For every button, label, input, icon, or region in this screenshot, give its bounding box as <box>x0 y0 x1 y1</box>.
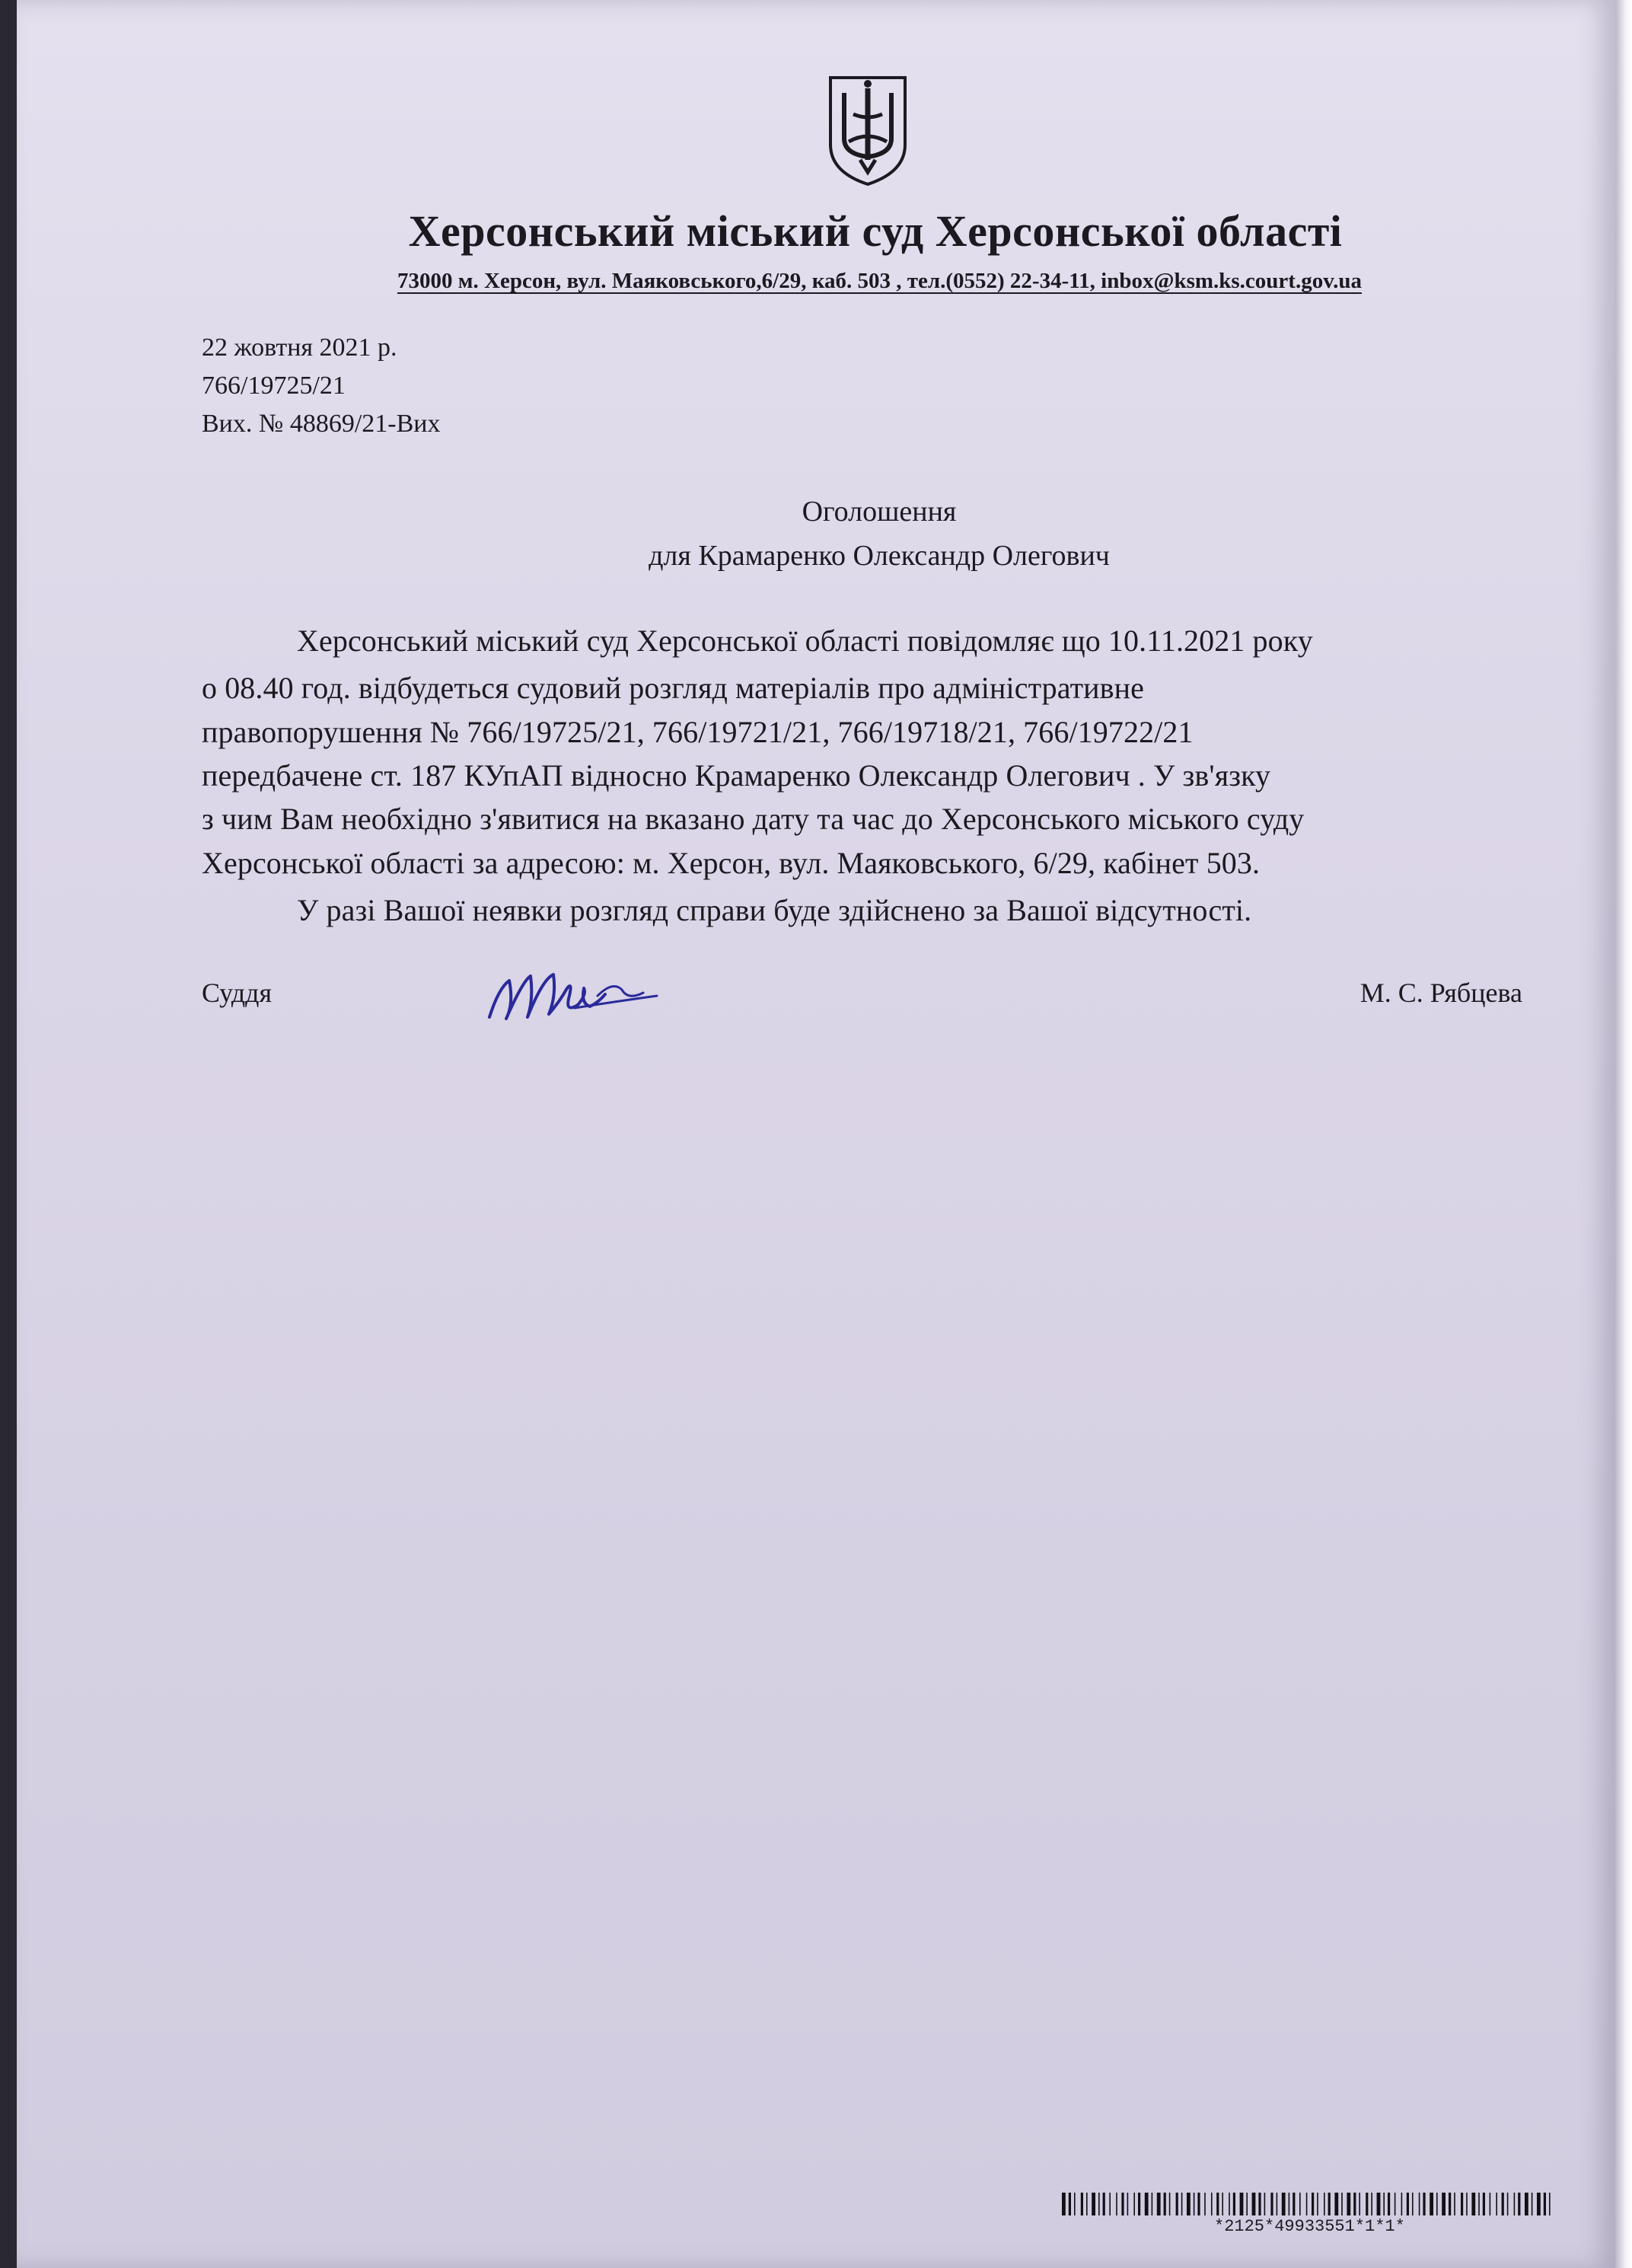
court-address: 73000 м. Херсон, вул. Маяковського,6/29, каб. 503 , тел.(0552) 22-34-11, inbox@ksm.ks.court.gov.ua <box>397 269 1362 293</box>
barcode-icon <box>1062 2193 1557 2215</box>
barcode-bar <box>1109 2193 1111 2215</box>
barcode-bar <box>1181 2193 1183 2215</box>
barcode-bar <box>1419 2193 1420 2215</box>
barcode-bar <box>1293 2193 1295 2215</box>
signatory-name: М. С. Рябцева <box>1359 978 1522 1008</box>
barcode-bar <box>1483 2193 1485 2215</box>
barcode-bar <box>1371 2193 1372 2215</box>
notice-body-line: Херсонський міський суд Херсонської області повідомляє що 10.11.2021 року <box>297 624 1313 658</box>
barcode-bar <box>1366 2193 1368 2215</box>
barcode-bar <box>1074 2193 1076 2215</box>
barcode-bar <box>1098 2193 1100 2215</box>
barcode-bar <box>1176 2193 1178 2215</box>
barcode-bar <box>1347 2193 1350 2215</box>
barcode-bar <box>1121 2193 1124 2215</box>
barcode-bar <box>1127 2193 1129 2215</box>
notice-body-line: з чим Вам необхідно з'явитися на вказано дату та час до Херсонського міського суду <box>202 802 1305 836</box>
barcode-bar <box>1525 2193 1528 2215</box>
barcode-bar <box>1145 2193 1149 2215</box>
barcode-bar <box>1537 2193 1541 2215</box>
notice-body-line: Херсонської області за адресою: м. Херсон, вул. Маяковського, 6/29, кабінет 503. <box>202 846 1261 880</box>
barcode-bar <box>1532 2193 1533 2215</box>
barcode-bar <box>1157 2193 1161 2215</box>
barcode-bar <box>1187 2193 1191 2215</box>
barcode-bar <box>1430 2193 1433 2215</box>
barcode-bar <box>1383 2193 1385 2215</box>
case-number: 766/19725/21 <box>202 372 346 400</box>
barcode-bar <box>1258 2193 1261 2215</box>
barcode-bar <box>1466 2193 1468 2215</box>
barcode-bar <box>1246 2193 1248 2215</box>
barcode-bar <box>1454 2193 1455 2215</box>
barcode-bar <box>1103 2193 1105 2215</box>
barcode-bar <box>1514 2193 1516 2215</box>
barcode-bar <box>1423 2193 1425 2215</box>
barcode-bar <box>1264 2193 1266 2215</box>
paper-edge <box>1615 0 1632 2268</box>
barcode-bar <box>1334 2193 1338 2215</box>
barcode-bar <box>1388 2193 1390 2215</box>
handwritten-signature-icon <box>483 958 662 1030</box>
notice-body-line: передбачене ст. 187 КУпАП відносно Крамаренко Олександр Олегович . У зв'язку <box>202 758 1271 793</box>
barcode-bar <box>1359 2193 1360 2215</box>
barcode-bar <box>1299 2193 1301 2215</box>
barcode-bar <box>1138 2193 1140 2215</box>
notice-body-line: У разі Вашої неявки розгляд справи буде здійснено за Вашої відсутності. <box>297 893 1252 927</box>
barcode-bar <box>1461 2193 1463 2215</box>
barcode-bar <box>1507 2193 1509 2215</box>
barcode-bar <box>1471 2193 1475 2215</box>
barcode-bar <box>1211 2193 1213 2215</box>
barcode-bar <box>1216 2193 1219 2215</box>
barcode-bar <box>1312 2193 1314 2215</box>
barcode-bar <box>1092 2193 1095 2215</box>
barcode-bar <box>1324 2193 1325 2215</box>
barcode-bar <box>1197 2193 1200 2215</box>
barcode-bar <box>1277 2193 1278 2215</box>
barcode-bar <box>1449 2193 1451 2215</box>
barcode-bar <box>1442 2193 1446 2215</box>
barcode-bar <box>1282 2193 1286 2215</box>
barcode-bar <box>1377 2193 1381 2215</box>
barcode-bar <box>1204 2193 1206 2215</box>
barcode-bar <box>1401 2193 1403 2215</box>
notice-body-line: правопорушення № 766/19725/21, 766/19721/21, 766/19718/21, 766/19722/21 <box>202 715 1194 749</box>
barcode-bar <box>1341 2193 1343 2215</box>
barcode-bar <box>1289 2193 1290 2215</box>
barcode-bar <box>1169 2193 1171 2215</box>
notice-recipient: для Крамаренко Олександр Олегович <box>649 540 1110 572</box>
barcode-bar <box>1328 2193 1331 2215</box>
barcode-bar <box>1222 2193 1223 2215</box>
barcode-bar <box>1240 2193 1244 2215</box>
barcode-bar <box>1518 2193 1520 2215</box>
barcode-bar <box>1478 2193 1480 2215</box>
barcode-bar <box>1353 2193 1356 2215</box>
barcode-bar <box>1086 2193 1088 2215</box>
barcode-bar <box>1229 2193 1230 2215</box>
barcode-bar <box>1081 2193 1083 2215</box>
barcode-bar <box>1270 2193 1273 2215</box>
barcode-bar <box>1496 2193 1497 2215</box>
barcode-bar <box>1133 2193 1135 2215</box>
outgoing-number: Вих. № 48869/21-Вих <box>202 410 441 438</box>
trident-coat-of-arms-icon <box>826 75 910 187</box>
barcode-bar <box>1395 2193 1396 2215</box>
notice-title: Оголошення <box>802 496 957 528</box>
barcode-bar <box>1164 2193 1166 2215</box>
notice-body-line: о 08.40 год. відбудеться судовий розгляд матеріалів про адміністративне <box>202 671 1144 705</box>
barcode-bar <box>1069 2193 1071 2215</box>
barcode-bar <box>1194 2193 1195 2215</box>
barcode-bar <box>1116 2193 1117 2215</box>
court-name: Херсонський міський суд Херсонської області <box>408 206 1343 256</box>
signature-role: Суддя <box>202 978 273 1008</box>
barcode-bar <box>1317 2193 1318 2215</box>
barcode-bar <box>1436 2193 1438 2215</box>
document-date: 22 жовтня 2021 р. <box>202 333 397 362</box>
barcode-bar <box>1233 2193 1235 2215</box>
barcode-bar <box>1252 2193 1256 2215</box>
barcode-bar <box>1490 2193 1491 2215</box>
barcode-bar <box>1549 2193 1551 2215</box>
barcode-bar <box>1407 2193 1409 2215</box>
barcode-text: *2125*49933551*1*1* <box>1214 2217 1405 2236</box>
barcode-bar <box>1502 2193 1504 2215</box>
barcode-bar <box>1306 2193 1308 2215</box>
barcode-bar <box>1412 2193 1414 2215</box>
barcode-bar <box>1544 2193 1546 2215</box>
barcode-bar <box>1152 2193 1153 2215</box>
barcode-bar <box>1062 2193 1066 2215</box>
